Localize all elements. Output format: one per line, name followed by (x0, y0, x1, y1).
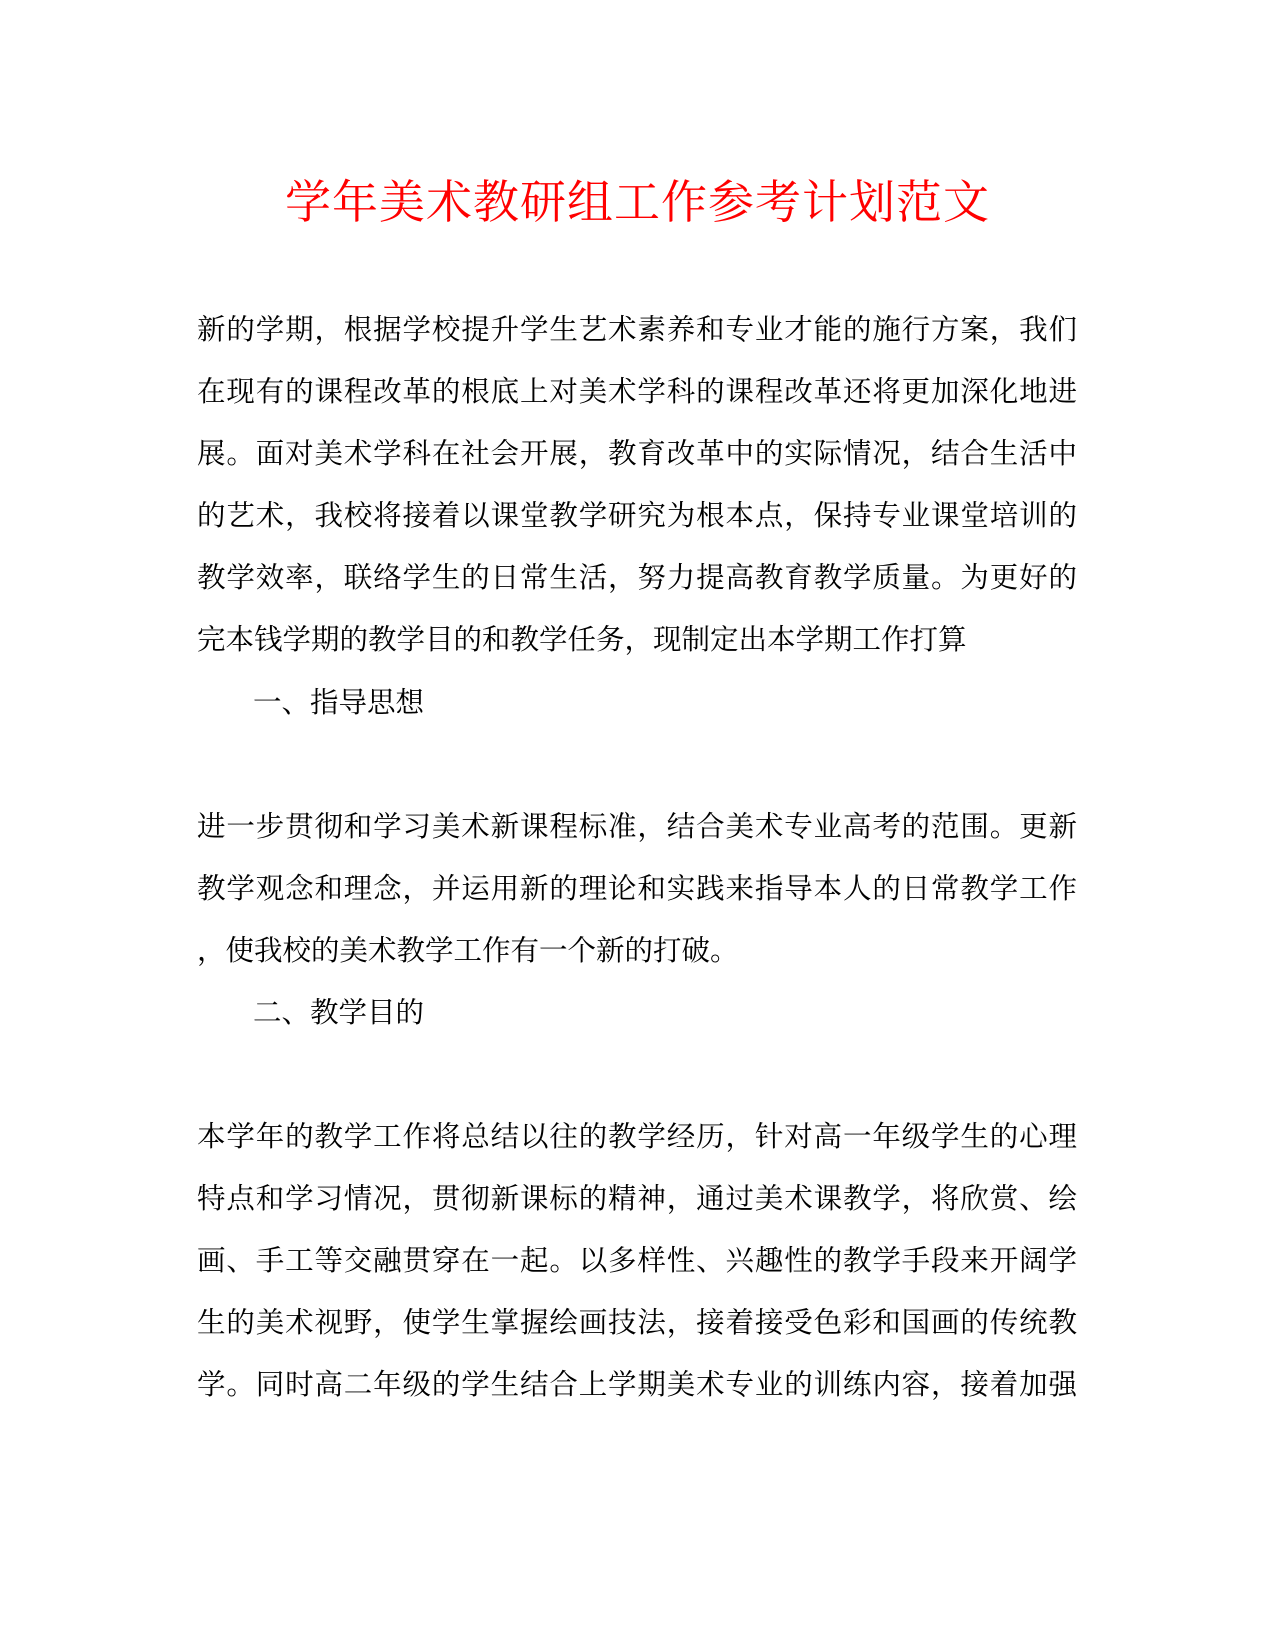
section2-line: 生的美术视野，使学生掌握绘画技法，接着接受色彩和国画的传统教 (197, 1306, 1077, 1339)
document-title: 学年美术教研组工作参考计划范文 (285, 175, 990, 229)
section2-line: 画、手工等交融贯穿在一起。以多样性、兴趣性的教学手段来开阔学 (197, 1244, 1077, 1277)
section-heading-guiding-ideology: 一、指导思想 (253, 686, 425, 719)
section-heading-teaching-goals: 二、教学目的 (253, 996, 425, 1029)
section1-line: 进一步贯彻和学习美术新课程标准，结合美术专业高考的范围。更新 (197, 810, 1077, 843)
intro-line: 完本钱学期的教学目的和教学任务，现制定出本学期工作打算 (197, 623, 967, 656)
section2-line: 特点和学习情况，贯彻新课标的精神，通过美术课教学，将欣赏、绘 (197, 1182, 1077, 1215)
intro-line: 的艺术，我校将接着以课堂教学研究为根本点，保持专业课堂培训的 (197, 499, 1077, 532)
intro-line: 在现有的课程改革的根底上对美术学科的课程改革还将更加深化地进 (197, 375, 1077, 408)
section2-line: 学。同时高二年级的学生结合上学期美术专业的训练内容，接着加强 (197, 1368, 1077, 1401)
section1-line: ，使我校的美术教学工作有一个新的打破。 (197, 934, 739, 967)
intro-line: 展。面对美术学科在社会开展，教育改革中的实际情况，结合生活中 (197, 437, 1077, 470)
intro-line: 新的学期，根据学校提升学生艺术素养和专业才能的施行方案，我们 (197, 313, 1077, 346)
intro-line: 教学效率，联络学生的日常生活，努力提高教育教学质量。为更好的 (197, 561, 1077, 594)
section1-line: 教学观念和理念，并运用新的理论和实践来指导本人的日常教学工作 (197, 872, 1077, 905)
section2-line: 本学年的教学工作将总结以往的教学经历，针对高一年级学生的心理 (197, 1120, 1077, 1153)
